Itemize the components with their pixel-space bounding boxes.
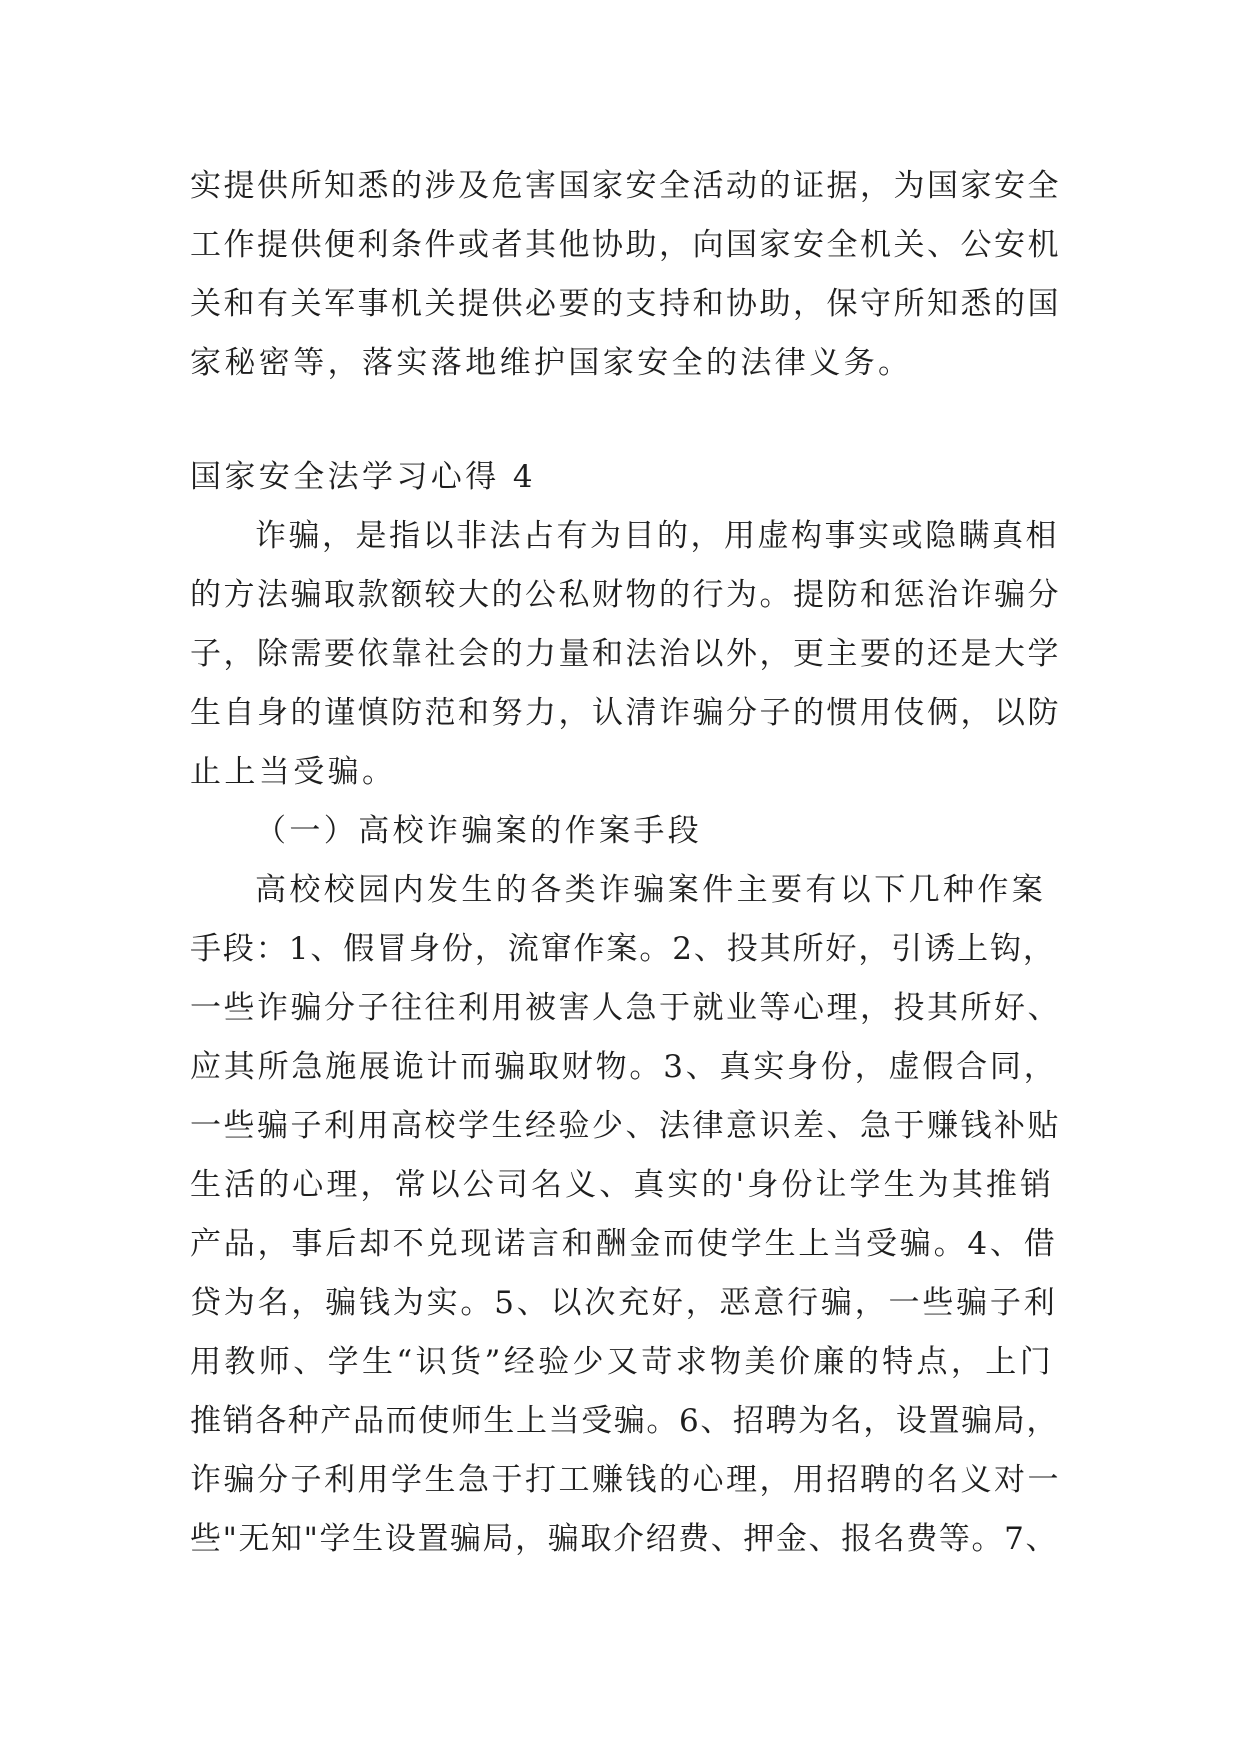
text-line: 生自身的谨慎防范和努力，认清诈骗分子的惯用伎俩，以防 [190,695,1061,731]
text-line: 生活的心理，常以公司名义、真实的'身份让学生为其推销 [190,1167,1055,1203]
text-line: 推销各种产品而使师生上当受骗。6、招聘为名，设置骗局， [190,1403,1059,1439]
section-heading: 国家安全法学习心得 4 [190,459,536,495]
text-line: 手段：1、假冒身份，流窜作案。2、投其所好，引诱上钩， [190,931,1056,967]
paragraph-first-line: 诈骗，是指以非法占有为目的，用虚构事实或隐瞒真相 [255,518,1059,554]
subsection-heading: （一）高校诈骗案的作案手段 [255,813,703,849]
text-line: 用教师、学生“识货”经验少又苛求物美价廉的特点，上门 [190,1344,1055,1380]
text-line: 贷为名，骗钱为实。5、以次充好，恶意行骗，一些骗子利 [190,1285,1058,1321]
text-line: 关和有关军事机关提供必要的支持和协助，保守所知悉的国 [190,286,1061,322]
text-line: 实提供所知悉的涉及危害国家安全活动的证据，为国家安全 [190,168,1061,204]
text-line: 诈骗分子利用学生急于打工赚钱的心理，用招聘的名义对一 [190,1462,1061,1498]
text-line: 家秘密等，落实落地维护国家安全的法律义务。 [190,345,913,381]
text-line: 工作提供便利条件或者其他协助，向国家安全机关、公安机 [190,227,1061,263]
text-line: 一些诈骗分子往往利用被害人急于就业等心理，投其所好、 [190,990,1061,1026]
text-line: 的方法骗取款额较大的公私财物的行为。提防和惩治诈骗分 [190,577,1061,613]
text-line: 产品，事后却不兑现诺言和酬金而使学生上当受骗。4、借 [190,1226,1058,1262]
text-line: 止上当受骗。 [190,754,397,790]
paragraph-first-line: 高校校园内发生的各类诈骗案件主要有以下几种作案 [255,872,1047,908]
text-line: 些"无知"学生设置骗局，骗取介绍费、押金、报名费等。7、 [190,1521,1059,1557]
text-line: 一些骗子利用高校学生经验少、法律意识差、急于赚钱补贴 [190,1108,1061,1144]
text-line: 子，除需要依靠社会的力量和法治以外，更主要的还是大学 [190,636,1061,672]
text-line: 应其所急施展诡计而骗取财物。3、真实身份，虚假合同， [190,1049,1058,1085]
